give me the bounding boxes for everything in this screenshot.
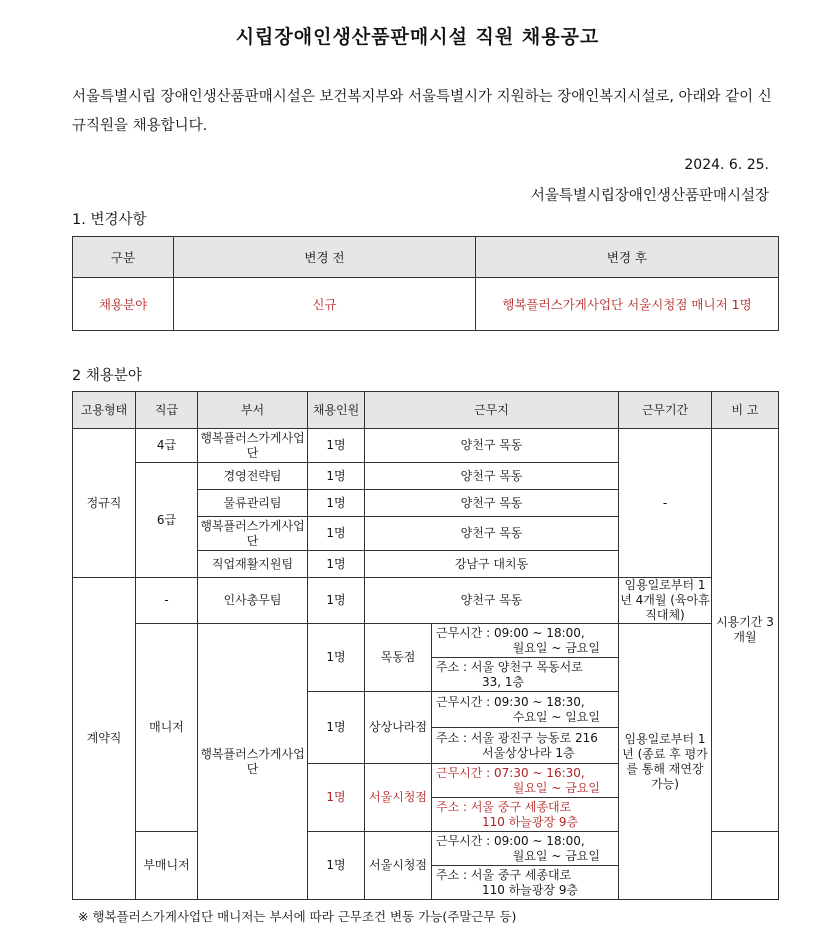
change-table (72, 236, 779, 331)
store-name: 서울시청점 (365, 832, 432, 900)
address-line: 주소 : 서울 중구 세종대로 (436, 867, 572, 882)
workplace-cell: 강남구 대치동 (365, 551, 619, 578)
hours-text: 근무시간 : 09:00 ~ 18:00, (436, 625, 585, 640)
store-hours (432, 832, 619, 866)
headcount-cell: 1명 (308, 429, 365, 463)
dept-cell: 인사총무팀 (198, 578, 308, 624)
headcount-cell: 1명 (308, 764, 365, 832)
workplace-cell: 양천구 목동 (365, 463, 619, 490)
header-workplace: 근무지 (365, 392, 619, 429)
employment-regular: 정규직 (73, 429, 136, 578)
dept-happy-plus: 행복플러스가게사업단 (198, 624, 308, 900)
header-before: 변경 전 (174, 237, 476, 278)
employment-contract: 계약직 (73, 578, 136, 900)
header-period: 근무기간 (619, 392, 712, 429)
dept-cell: 물류관리팀 (198, 490, 308, 517)
issuer: 서울특별시립장애인생산품판매시설장 (530, 188, 769, 204)
workplace-cell: 양천구 목동 (365, 517, 619, 551)
address-line: 주소 : 서울 광진구 능동로 216 (436, 730, 598, 745)
headcount-cell: 1명 (308, 692, 365, 764)
grade-cell: 4급 (136, 429, 198, 463)
notice-date: 2024. 6. 25. (684, 157, 769, 173)
hours-text: 근무시간 : 07:30 ~ 16:30, (436, 765, 585, 780)
address-line: 주소 : 서울 중구 세종대로 (436, 799, 572, 814)
store-hours (432, 624, 619, 658)
period-hr: 임용일로부터 1년 4개월 (육아휴직대체) (620, 578, 710, 622)
headcount-cell: 1명 (308, 490, 365, 517)
header-remark: 비 고 (712, 392, 779, 429)
period-regular: - (619, 429, 712, 578)
dept-cell: 경영전략팀 (198, 463, 308, 490)
dept-cell: 행복플러스가게사업단 (198, 517, 308, 551)
workplace-cell: 양천구 목동 (365, 429, 619, 463)
store-name: 서울시청점 (365, 764, 432, 832)
days-text: 월요일 ~ 금요일 (512, 640, 600, 655)
grade-submanager: 부매니저 (136, 832, 198, 900)
dept-cell: 직업재활지원팀 (198, 551, 308, 578)
hours-text: 근무시간 : 09:00 ~ 18:00, (436, 833, 585, 848)
page-title: 시립장애인생산품판매시설 직원 채용공고 (235, 26, 600, 48)
intro-paragraph: 서울특별시립 장애인생산품판매시설은 보건복지부와 서울특별시가 지원하는 장애인복지시설로, 아래와 같이 신규직원을 채용합니다. (72, 89, 772, 134)
address-line: 110 하늘광장 9층 (482, 814, 579, 829)
workplace-cell: 양천구 목동 (365, 490, 619, 517)
headcount-cell: 1명 (308, 551, 365, 578)
dept-cell: 행복플러스가게사업단 (198, 429, 308, 463)
remark-cell: 시용기간 3개월 (712, 429, 779, 832)
store-address (432, 728, 619, 764)
store-hours (432, 764, 619, 798)
grade-cell: 6급 (136, 463, 198, 578)
store-name: 목동점 (365, 624, 432, 692)
store-name: 상상나라점 (365, 692, 432, 764)
change-category: 채용분야 (73, 278, 174, 331)
workplace-cell: 양천구 목동 (365, 578, 619, 624)
footnote: ※ 행복플러스가게사업단 매니저는 부서에 따라 근무조건 변동 가능(주말근무 등) (78, 909, 517, 924)
header-headcount: 채용인원 (308, 392, 365, 429)
hours-text: 근무시간 : 09:30 ~ 18:30, (436, 694, 585, 709)
headcount-cell: 1명 (308, 517, 365, 551)
grade-cell: - (136, 578, 198, 624)
address-line: 110 하늘광장 9층 (482, 882, 579, 897)
header-department: 부서 (198, 392, 308, 429)
store-address (432, 866, 619, 900)
header-employment-type: 고용형태 (73, 392, 136, 429)
headcount-cell: 1명 (308, 832, 365, 900)
headcount-cell: 1명 (308, 463, 365, 490)
section1-heading: 1. 변경사항 (72, 212, 147, 228)
headcount-cell: 1명 (308, 578, 365, 624)
header-after: 변경 후 (476, 237, 779, 278)
headcount-cell: 1명 (308, 624, 365, 692)
change-before: 신규 (174, 278, 476, 331)
days-text: 월요일 ~ 금요일 (512, 848, 600, 863)
recruitment-table (72, 391, 779, 900)
days-text: 수요일 ~ 일요일 (512, 709, 600, 724)
address-line: 33, 1층 (482, 674, 525, 689)
header-category: 구분 (73, 237, 174, 278)
header-grade: 직급 (136, 392, 198, 429)
section2-heading: 2 채용분야 (72, 368, 142, 384)
period-contract: 임용일로부터 1년 (종료 후 평가를 통해 재연장 가능) (619, 624, 712, 900)
change-after: 행복플러스가게사업단 서울시청점 매니저 1명 (476, 278, 779, 331)
address-line: 주소 : 서울 양천구 목동서로 (436, 659, 583, 674)
grade-manager: 매니저 (136, 624, 198, 832)
store-address (432, 658, 619, 692)
store-address (432, 798, 619, 832)
days-text: 월요일 ~ 금요일 (512, 780, 600, 795)
address-line: 서울상상나라 1층 (482, 745, 575, 760)
store-hours (432, 692, 619, 728)
